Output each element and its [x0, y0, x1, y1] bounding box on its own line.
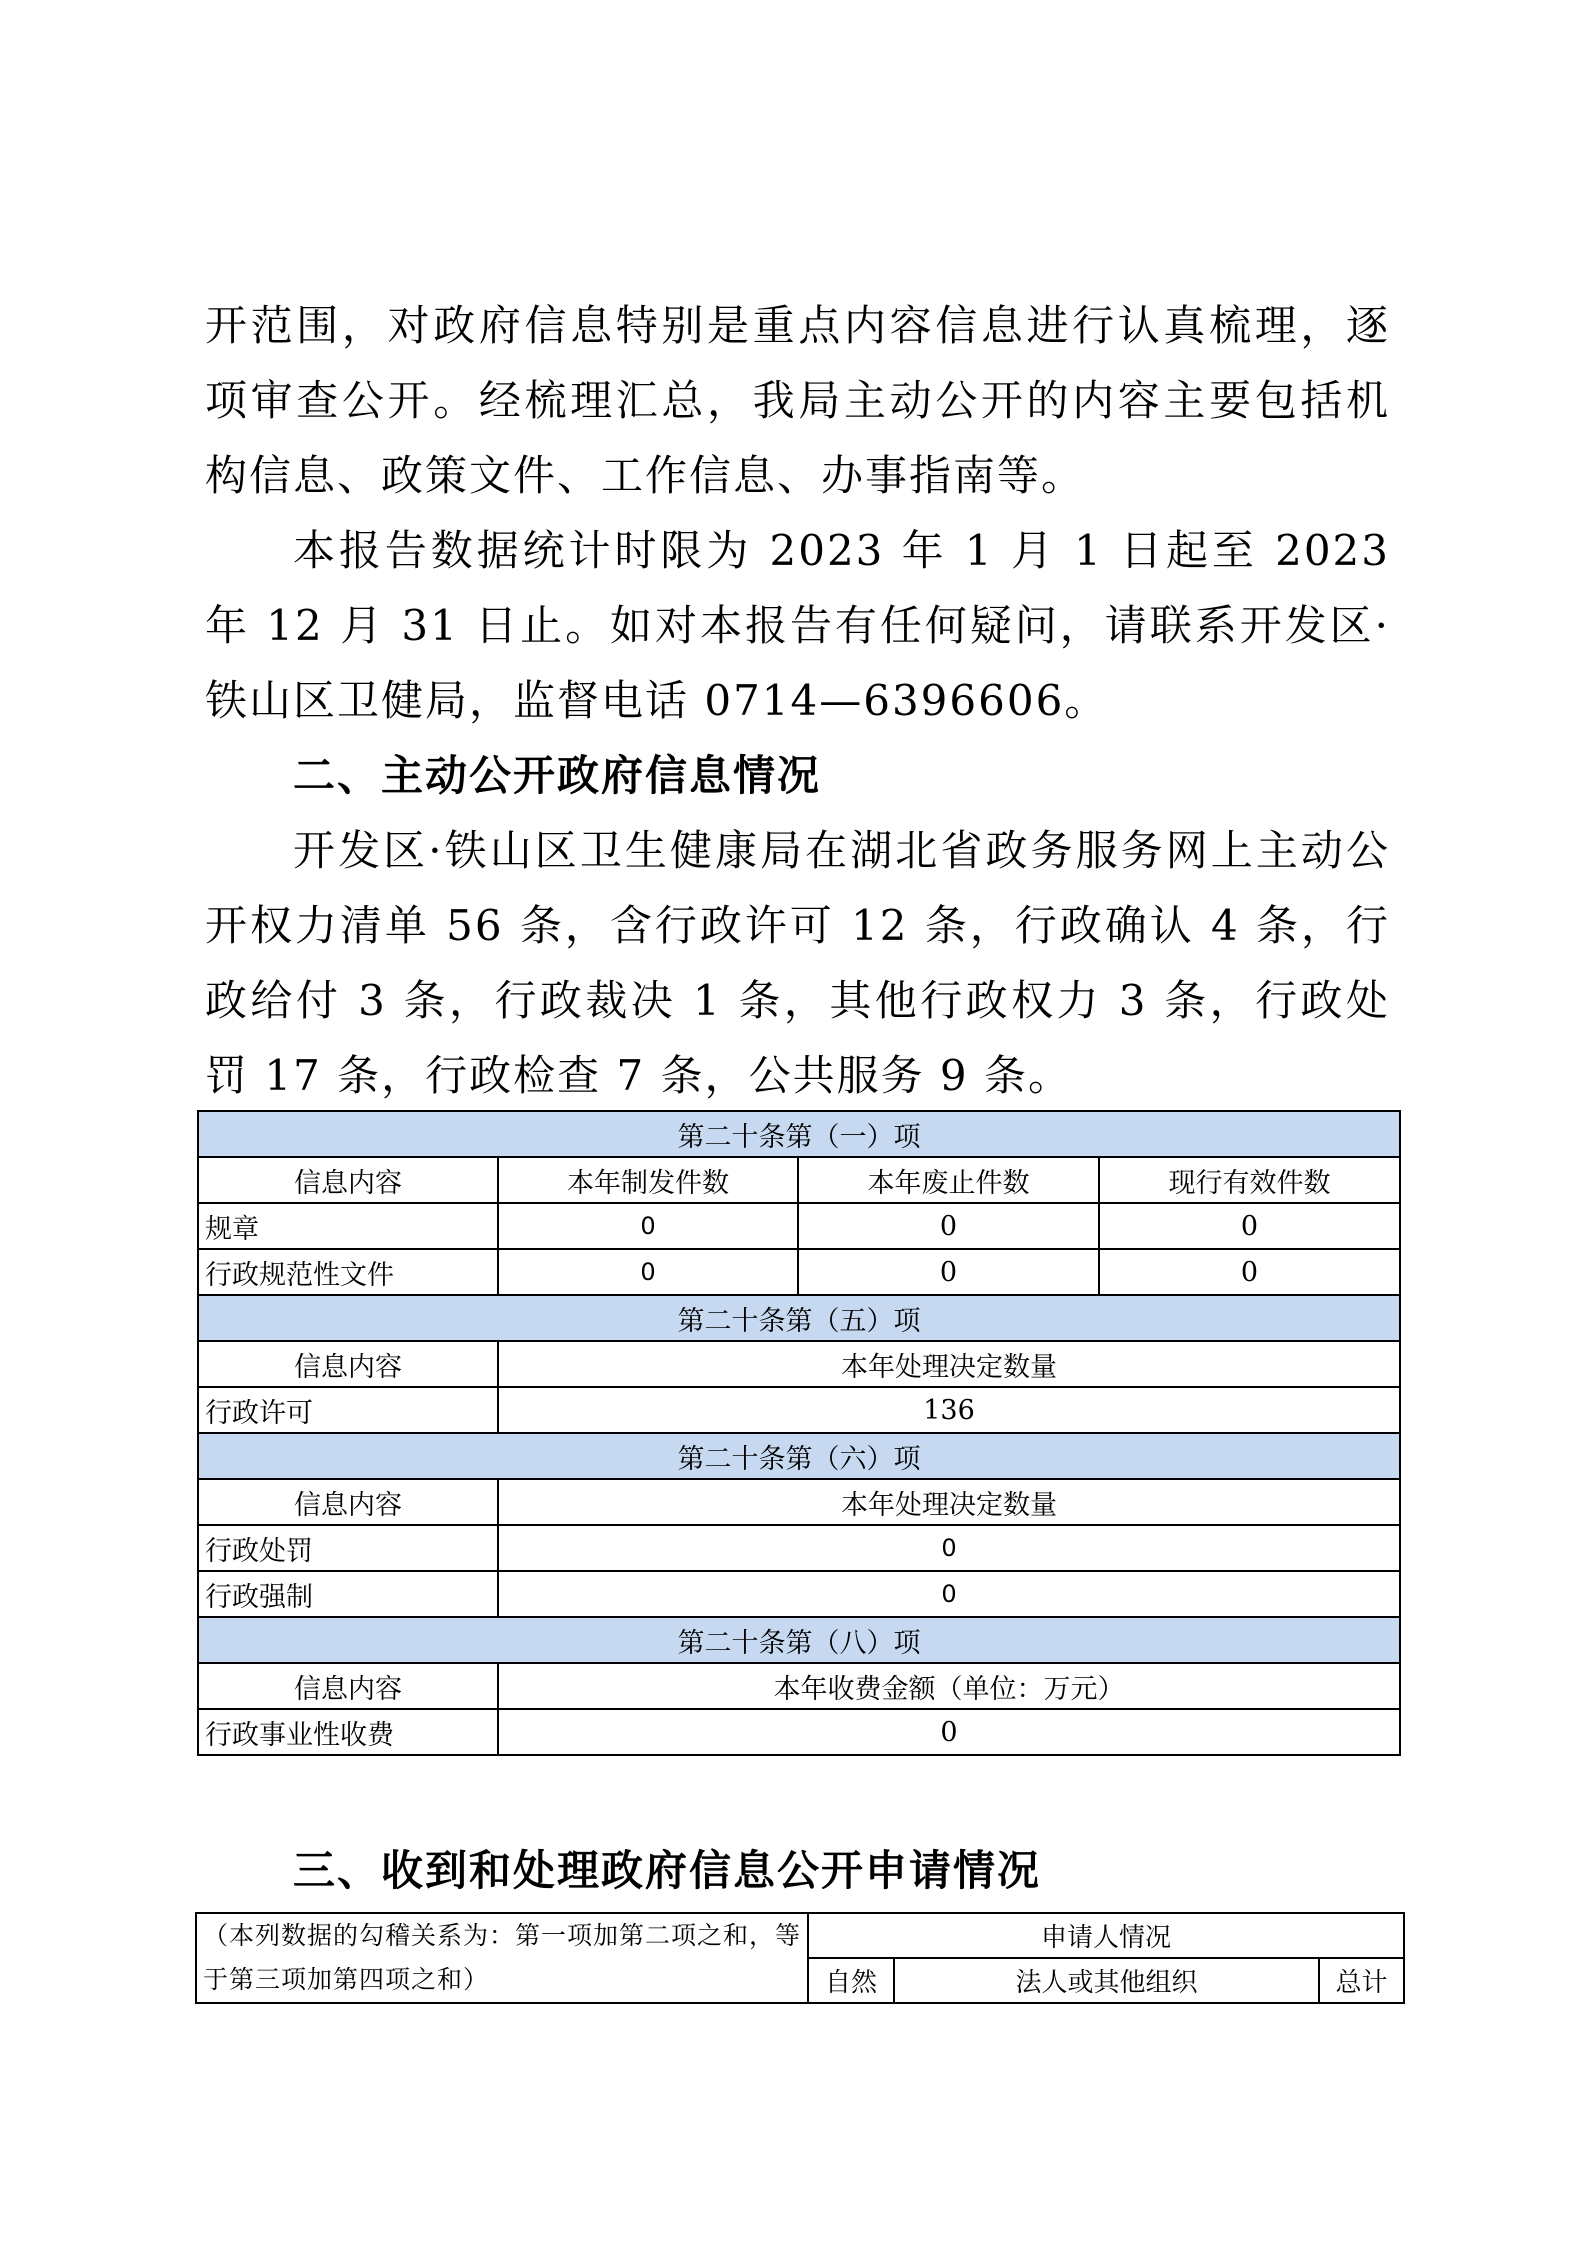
- table-row: [198, 1387, 1400, 1433]
- header-row: [198, 1479, 1400, 1525]
- col-total: 总计: [1319, 1958, 1404, 2003]
- header-cell: 信息内容: [198, 1341, 498, 1387]
- cell-value: 0: [498, 1249, 798, 1295]
- table-row: [198, 1249, 1400, 1295]
- header-cell: 本年处理决定数量: [498, 1479, 1400, 1525]
- cell-value: 0: [498, 1571, 1400, 1617]
- header-cell: 本年收费金额（单位：万元）: [498, 1663, 1400, 1709]
- relation-note: （本列数据的勾稽关系为：第一项加第二项之和，等于第三项加第四项之和）: [196, 1913, 808, 2003]
- row-label: 行政事业性收费: [198, 1709, 498, 1755]
- col-legal-person: 法人或其他组织: [894, 1958, 1319, 2003]
- section-title: 第二十条第（一）项: [198, 1111, 1400, 1157]
- header-cell: 本年处理决定数量: [498, 1341, 1400, 1387]
- section-title: 第二十条第（六）项: [198, 1433, 1400, 1479]
- cell-value: 0: [1099, 1203, 1400, 1249]
- table-row: [198, 1203, 1400, 1249]
- cell-value: 0: [1099, 1249, 1400, 1295]
- table-row: [198, 1525, 1400, 1571]
- header-cell: 信息内容: [198, 1663, 498, 1709]
- disclosure-table: [197, 1110, 1401, 1756]
- cell-value: 0: [498, 1203, 798, 1249]
- header-row: [198, 1157, 1400, 1203]
- cell-value: 136: [498, 1387, 1400, 1433]
- table-row: [198, 1571, 1400, 1617]
- header-row: [198, 1663, 1400, 1709]
- header-cell: 信息内容: [198, 1157, 498, 1203]
- section-heading-3: 三、收到和处理政府信息公开申请情况: [293, 1846, 1042, 1895]
- header-cell: 现行有效件数: [1099, 1157, 1400, 1203]
- header-cell: 本年废止件数: [798, 1157, 1099, 1203]
- row-label: 规章: [198, 1203, 498, 1249]
- section-heading-2: 二、主动公开政府信息情况: [293, 751, 822, 800]
- cell-value: 0: [498, 1709, 1400, 1755]
- application-table: [195, 1912, 1405, 2004]
- paragraph-power-list: 开发区·铁山区卫生健康局在湖北省政务服务网上主动公开权力清单 56 条，含行政许可 12 条，行政确认 4 条，行政给付 3 条，行政裁决 1 条，其他行政权力 3 条，行政处罚 17 条，行政检查 7 条，公共服务 9 条。: [205, 826, 1390, 1100]
- section-title: 第二十条第（五）项: [198, 1295, 1400, 1341]
- section-row: [198, 1433, 1400, 1479]
- cell-value: 0: [798, 1249, 1099, 1295]
- paragraph-scope: 开范围，对政府信息特别是重点内容信息进行认真梳理，逐项审查公开。经梳理汇总，我局主动公开的内容主要包括机构信息、政策文件、工作信息、办事指南等。: [205, 301, 1390, 500]
- header-cell: 信息内容: [198, 1479, 498, 1525]
- section-title: 第二十条第（八）项: [198, 1617, 1400, 1663]
- section-row: [198, 1295, 1400, 1341]
- applicant-header: 申请人情况: [808, 1913, 1404, 1958]
- section-row: [198, 1617, 1400, 1663]
- cell-value: 0: [498, 1525, 1400, 1571]
- row-label: 行政许可: [198, 1387, 498, 1433]
- col-natural-person: 自然: [808, 1958, 894, 2003]
- row-label: 行政处罚: [198, 1525, 498, 1571]
- header-cell: 本年制发件数: [498, 1157, 798, 1203]
- row-label: 行政强制: [198, 1571, 498, 1617]
- table-row: [198, 1709, 1400, 1755]
- row-label: 行政规范性文件: [198, 1249, 498, 1295]
- paragraph-stat-period: 本报告数据统计时限为 2023 年 1 月 1 日起至 2023 年 12 月 31 日止。如对本报告有任何疑问，请联系开发区·铁山区卫健局，监督电话 0714—6396606。: [205, 526, 1390, 725]
- header-row: [198, 1341, 1400, 1387]
- cell-value: 0: [798, 1203, 1099, 1249]
- section-row: [198, 1111, 1400, 1157]
